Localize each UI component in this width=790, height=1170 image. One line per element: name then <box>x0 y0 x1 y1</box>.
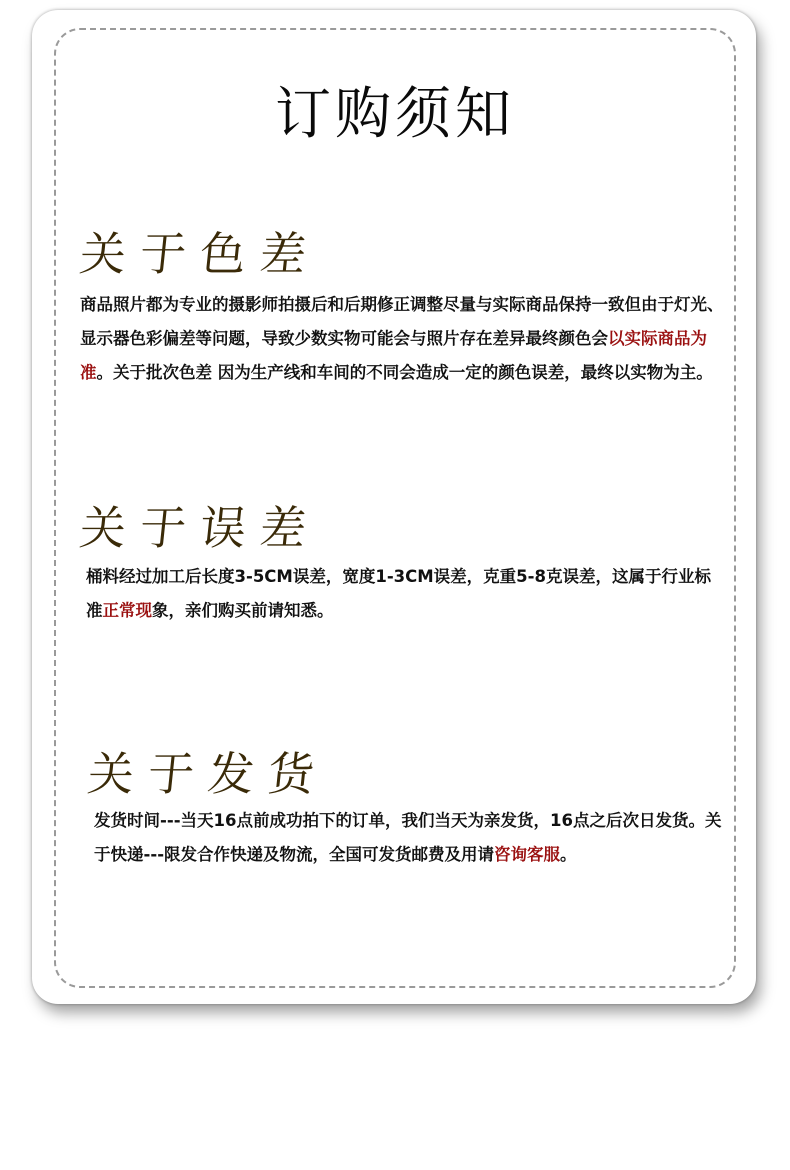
size-error-heading: 关于误差 <box>77 501 323 555</box>
color-difference-text <box>80 288 730 390</box>
shipping-heading: 关于发货 <box>85 747 331 801</box>
size-error-text-a: 桶料经过加工后长度3-5CM误差，宽度1-3CM误差，克重5-8克误差，这属于行业标准 <box>86 567 711 620</box>
contact-service-link[interactable]: 咨询客服 <box>494 845 561 864</box>
shipping-text <box>94 804 724 872</box>
shipping-text-a: 发货时间---当天16点前成功拍下的订单，我们当天为亲发货，16点之后次日发货。关于快递---限发合作快递及物流，全国可发货邮费及用请 <box>94 811 722 864</box>
color-difference-text-b: 。关于批次色差 因为生产线和车间的不同会造成一定的颜色误差，最终以实物为主。 <box>96 363 713 382</box>
size-error-text <box>86 560 726 628</box>
shipping-text-b: 。 <box>560 845 577 864</box>
color-difference-text-a: 商品照片都为专业的摄影师拍摄后和后期修正调整尽量与实际商品保持一致但由于灯光、显示器色彩偏差等问题，导致少数实物可能会与照片存在差异最终颜色会 <box>80 295 724 348</box>
size-error-highlight: 正常现 <box>102 601 152 620</box>
color-difference-heading: 关于色差 <box>77 227 323 281</box>
page-title: 订购须知 <box>275 82 515 147</box>
color-difference-highlight: 以实际商品为准 <box>80 329 707 382</box>
size-error-text-b: 象，亲们购买前请知悉。 <box>152 601 334 620</box>
